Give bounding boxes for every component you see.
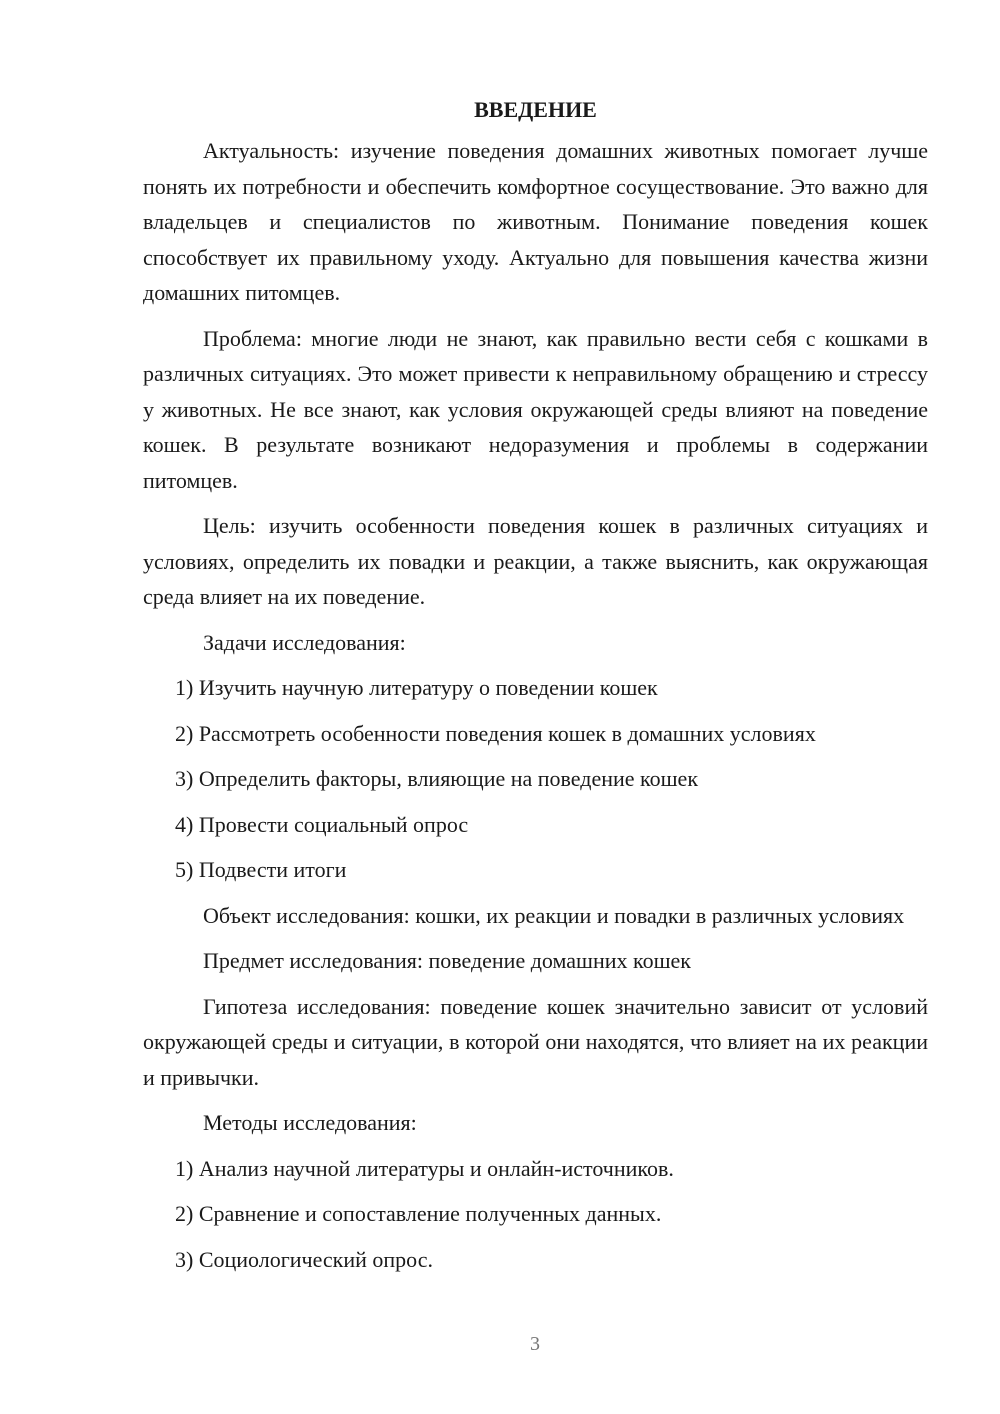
- method-item: 1) Анализ научной литературы и онлайн-источников.: [175, 1155, 674, 1181]
- method-item: 2) Сравнение и сопоставление полученных данных.: [175, 1201, 662, 1226]
- hypothesis-paragraph: Гипотеза исследования: поведение кошек значительно зависит от условий окружающей среды и ситуации, в которой они находятся, что влияет на их реакции и привычки.: [143, 993, 928, 1090]
- method-item: 3) Социологический опрос.: [175, 1246, 433, 1272]
- methods-heading: Методы исследования:: [203, 1110, 417, 1135]
- section-title: ВВЕДЕНИЕ: [474, 97, 597, 122]
- task-item: 4) Провести социальный опрос: [175, 811, 469, 837]
- task-item: 3) Определить факторы, влияющие на поведение кошек: [175, 766, 699, 791]
- task-item: 2) Рассмотреть особенности поведения кошек в домашних условиях: [175, 720, 816, 746]
- task-item: 5) Подвести итоги: [175, 857, 347, 882]
- methods-list: [143, 1151, 928, 1278]
- tasks-heading: Задачи исследования:: [203, 629, 406, 655]
- document-page: [143, 95, 928, 1287]
- page-number: 3: [530, 1333, 540, 1355]
- tasks-list: [143, 670, 928, 888]
- problem-paragraph: Проблема: многие люди не знают, как правильно вести себя с кошками в различных ситуациях. Это может привести к неправильному обращению и стрессу у животных. Не все знают, как условия окружающей среды влияют на поведение кошек. В результате возникают недоразумения и проблемы в содержании питомцев.: [143, 325, 928, 493]
- subject-paragraph: Предмет исследования: поведение домашних кошек: [203, 948, 691, 973]
- task-item: 1) Изучить научную литературу о поведении кошек: [175, 675, 658, 700]
- relevance-paragraph: Актуальность: изучение поведения домашних животных помогает лучше понять их потребности и обеспечить комфортное сосуществование. Это важно для владельцев и специалистов по животным. Понимание поведения кошек способствует их правильному уходу. Актуально для повышения качества жизни домашних питомцев.: [143, 138, 928, 305]
- goal-paragraph: Цель: изучить особенности поведения кошек в различных ситуациях и условиях, определить их повадки и реакции, а также выяснить, как окружающая среда влияет на их поведение.: [143, 513, 928, 609]
- object-paragraph: Объект исследования: кошки, их реакции и повадки в различных условиях: [203, 902, 905, 928]
